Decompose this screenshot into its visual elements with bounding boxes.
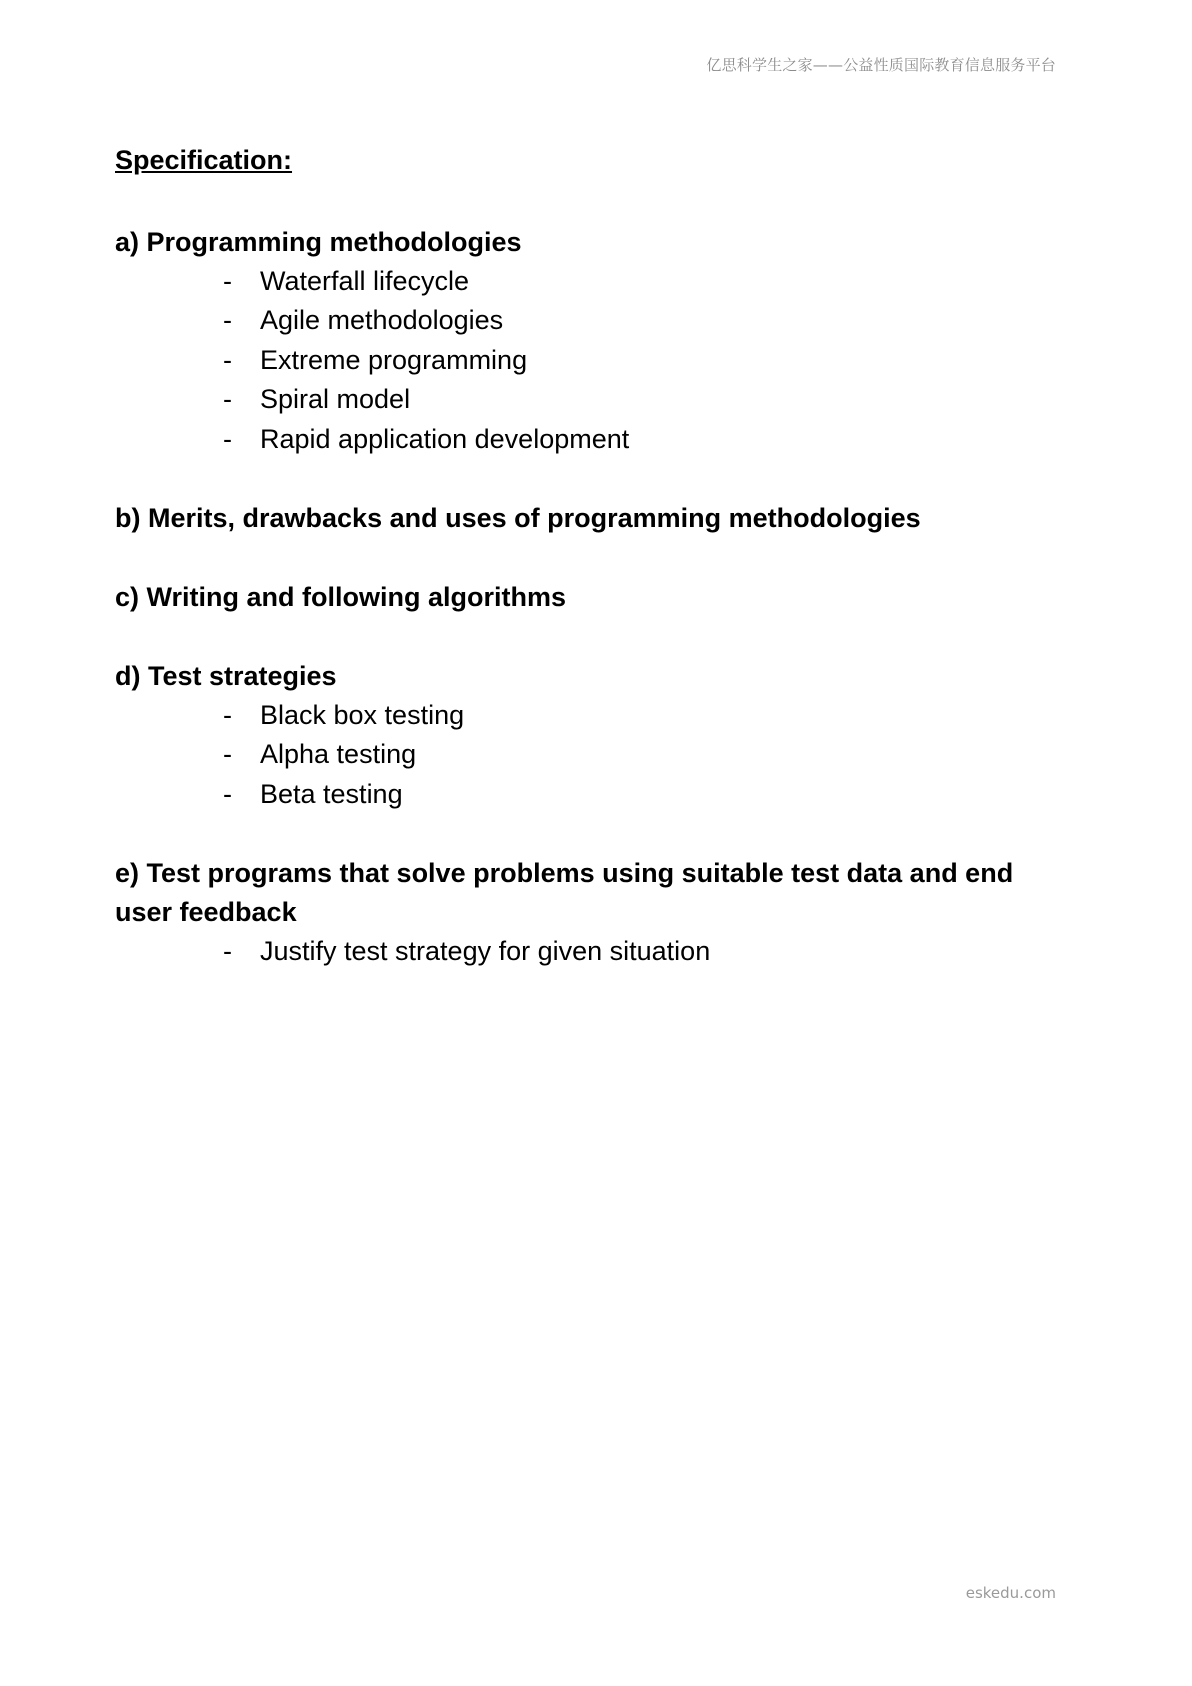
- list-item-text: Justify test strategy for given situation: [260, 936, 711, 967]
- list-item-text: Agile methodologies: [260, 305, 504, 336]
- list-item-text: Rapid application development: [260, 423, 630, 454]
- list-item: [115, 341, 1060, 380]
- document-body: [115, 142, 1060, 1012]
- dash-bullet: -: [223, 423, 232, 454]
- list-item: [115, 420, 1060, 459]
- dash-bullet: -: [223, 700, 232, 731]
- list-item-text: Spiral model: [260, 384, 411, 415]
- section-c: [115, 578, 1060, 617]
- list-item-text: Beta testing: [260, 778, 403, 809]
- dash-bullet: -: [223, 305, 232, 336]
- section-a: [115, 223, 1060, 459]
- dash-bullet: -: [223, 739, 232, 770]
- bullet-list: [115, 696, 1060, 814]
- list-item: [115, 262, 1060, 301]
- list-item: [115, 735, 1060, 774]
- list-item-text: Alpha testing: [260, 739, 417, 770]
- list-item-text: Extreme programming: [260, 344, 528, 375]
- dash-bullet: -: [223, 778, 232, 809]
- section-heading: c) Writing and following algorithms: [115, 582, 566, 613]
- list-item-text: Waterfall lifecycle: [260, 266, 470, 296]
- section-heading: d) Test strategies: [115, 661, 337, 692]
- section-heading: b) Merits, drawbacks and uses of programming methodologies: [115, 503, 921, 534]
- dash-bullet: -: [223, 344, 232, 375]
- dash-bullet: -: [223, 266, 232, 296]
- section-d: [115, 657, 1060, 814]
- footer-site: eskedu.com: [965, 1584, 1056, 1602]
- list-item: [115, 775, 1060, 814]
- list-item: [115, 301, 1060, 340]
- header-note: 亿思科学生之家——公益性质国际教育信息服务平台: [706, 56, 1056, 74]
- bullet-list: [115, 932, 1060, 971]
- section-heading: a) Programming methodologies: [115, 227, 522, 257]
- dash-bullet: -: [223, 384, 232, 415]
- bullet-list: [115, 262, 1060, 459]
- list-item: [115, 380, 1060, 419]
- section-heading: e) Test programs that solve problems using suitable test data and end user feedback: [115, 858, 1014, 928]
- page-title: Specification:: [115, 145, 293, 175]
- list-item: [115, 932, 1060, 971]
- list-item: [115, 696, 1060, 735]
- list-item-text: Black box testing: [260, 700, 465, 731]
- section-e: [115, 854, 1060, 971]
- dash-bullet: -: [223, 936, 232, 967]
- section-b: [115, 499, 1060, 538]
